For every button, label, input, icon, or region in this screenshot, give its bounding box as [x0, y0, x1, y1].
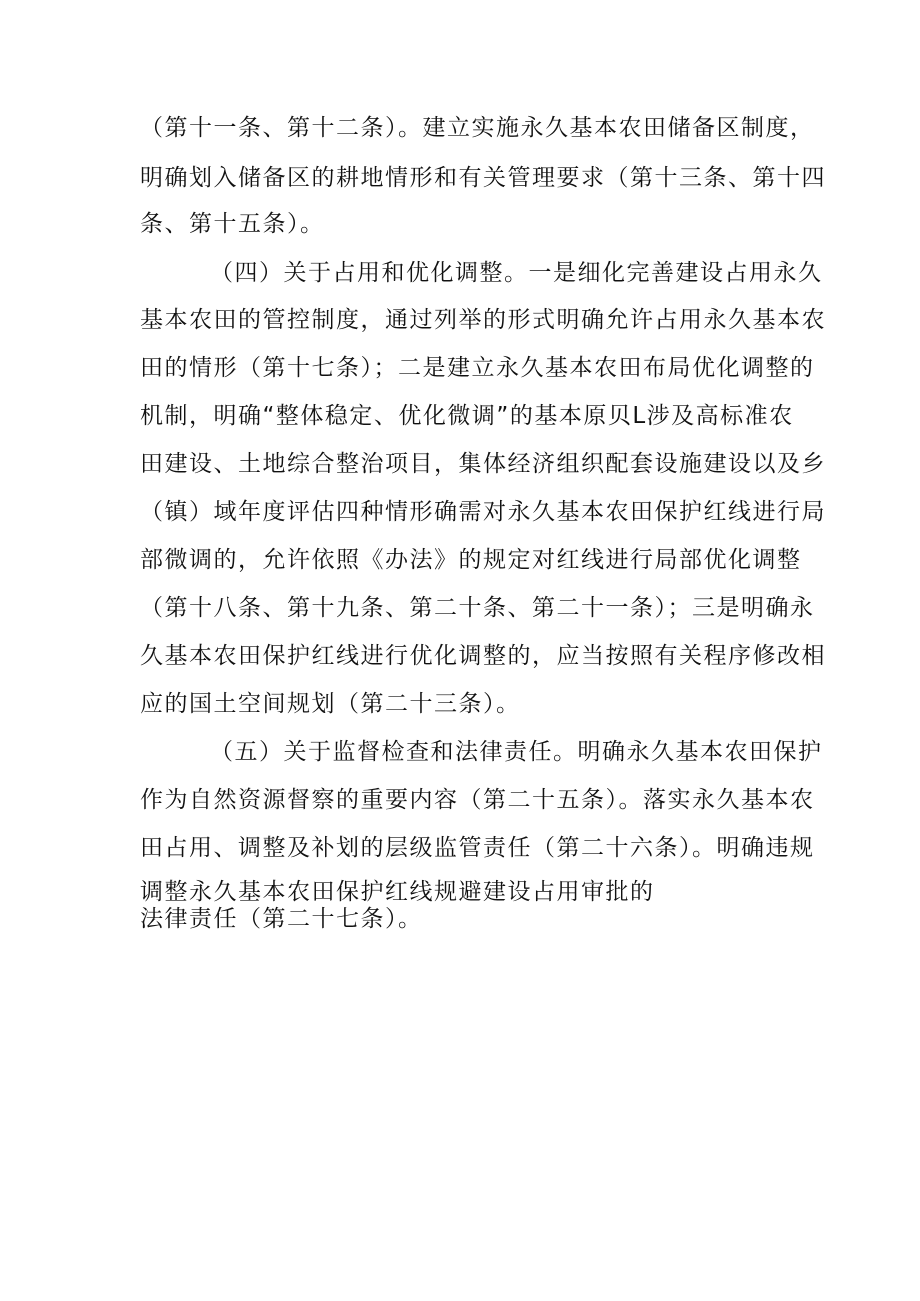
paragraph-heading-5: （五）关于监督检查和法律责任。明确永久基本农田保护 [210, 739, 823, 765]
text-line: 部微调的，允许依照《办法》的规定对红线进行局部优化调整 [140, 547, 802, 573]
text-line: （第十八条、第十九条、第二十条、第二十一条）；三是明确永 [140, 595, 815, 621]
text-line: 田的情形（第十七条）；二是建立永久基本农田布局优化调整的 [140, 355, 815, 381]
text-line: 调整永久基本农田保护红线规避建设占用审批的 [140, 879, 655, 905]
text-line: 机制，明确“整体稳定、优化微调”的基本原贝L涉及高标准农 [140, 403, 794, 429]
text-line: 基本农田的管控制度，通过列举的形式明确允许占用永久基本农 [140, 307, 826, 333]
text-line: 田占用、调整及补划的层级监管责任（第二十六条）。明确违规 [140, 835, 815, 861]
text-line: 条、第十五条）。 [140, 211, 325, 237]
text-line: （镇）域年度评估四种情形确需对永久基本农田保护红线进行局 [140, 499, 826, 525]
text-line: 作为自然资源督察的重要内容（第二十五条）。落实永久基本农 [140, 787, 815, 813]
text-line: 久基本农田保护红线进行优化调整的，应当按照有关程序修改相 [140, 643, 826, 669]
text-line: 田建设、土地综合整治项目，集体经济组织配套设施建设以及乡 [140, 451, 826, 477]
text-line: 法律责任（第二十七条）。 [140, 906, 423, 932]
text-line: 明确划入储备区的耕地情形和有关管理要求（第十三条、第十四 [140, 165, 826, 191]
paragraph-heading-4: （四）关于占用和优化调整。一是细化完善建设占用永久 [210, 260, 823, 286]
text-line: （第十一条、第十二条）。建立实施永久基本农田储备区制度， [140, 115, 815, 141]
text-line: 应的国土空间规划（第二十三条）。 [140, 691, 521, 717]
